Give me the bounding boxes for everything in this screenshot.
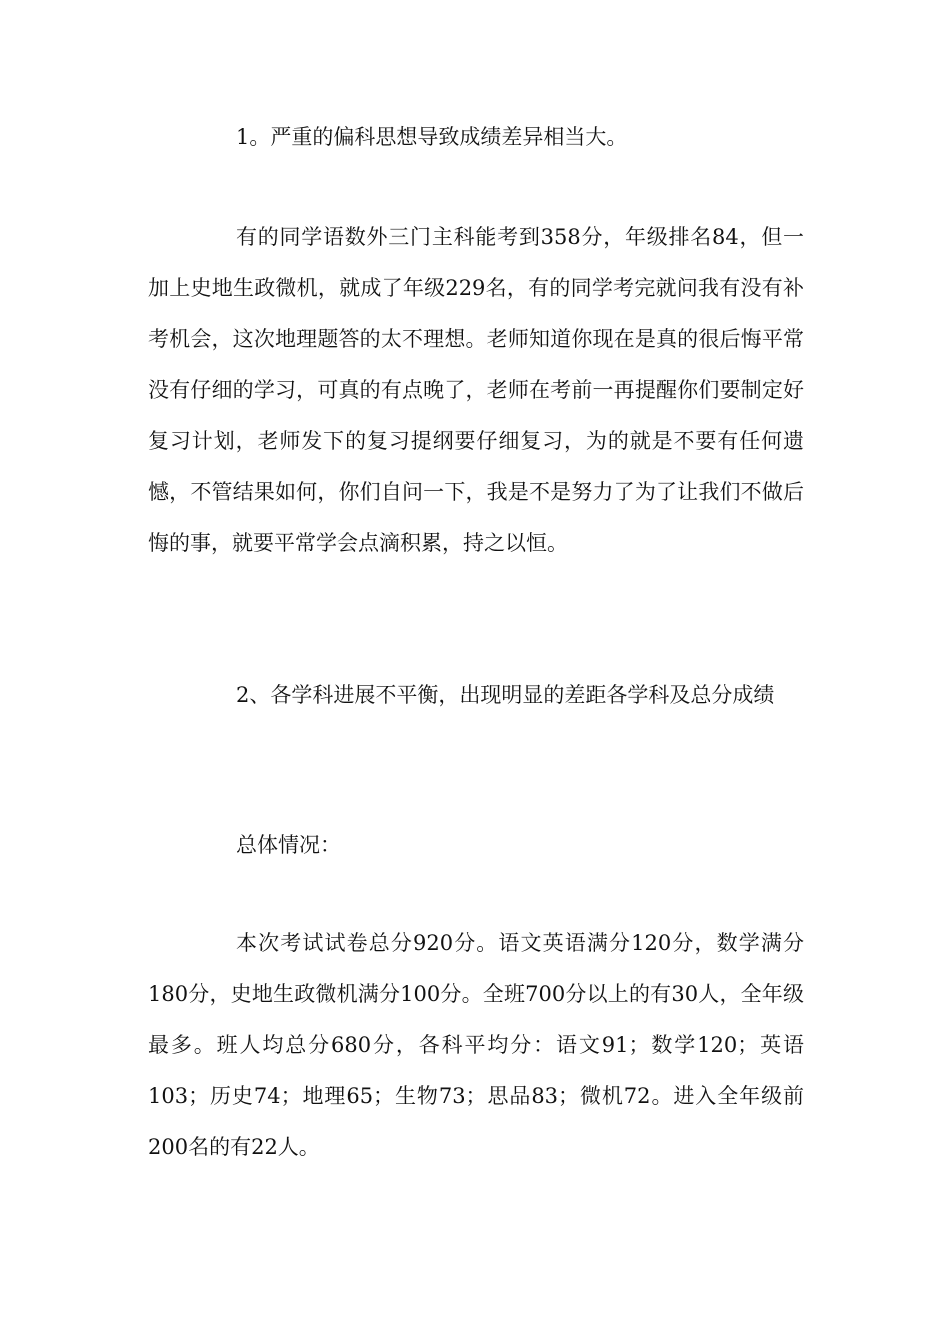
paragraph-point-1-body: 有的同学语数外三门主科能考到358分，年级排名84，但一加上史地生政微机，就成了年级229名，有的同学考完就问我有没有补考机会，这次地理题答的太不理想。老师知道你现在是真的很后悔平常没有仔细的学习，可真的有点晚了，老师在考前一再提醒你们要制定好复习计划，老师发下的复习提纲要仔细复习，为的就是不要有任何遗憾，不管结果如何，你们自问一下，我是不是努力了为了让我们不做后悔的事，就要平常学会点滴积累，持之以恒。 [148, 225, 804, 555]
paragraph-overall-stats: 本次考试试卷总分920分。语文英语满分120分，数学满分180分，史地生政微机满分100分。全班700分以上的有30人，全年级最多。班人均总分680分，各科平均分：语文91；数学120；英语103；历史74；地理65；生物73；思品83；微机72。进入全年级前200名的有22人。 [148, 931, 804, 1159]
heading-point-2: 2、各学科进展不平衡，出现明显的差距各学科及总分成绩 [236, 683, 775, 707]
heading-point-1: 1。严重的偏科思想导致成绩差异相当大。 [236, 125, 628, 149]
overall-situation-heading: 总体情况： [236, 833, 341, 857]
